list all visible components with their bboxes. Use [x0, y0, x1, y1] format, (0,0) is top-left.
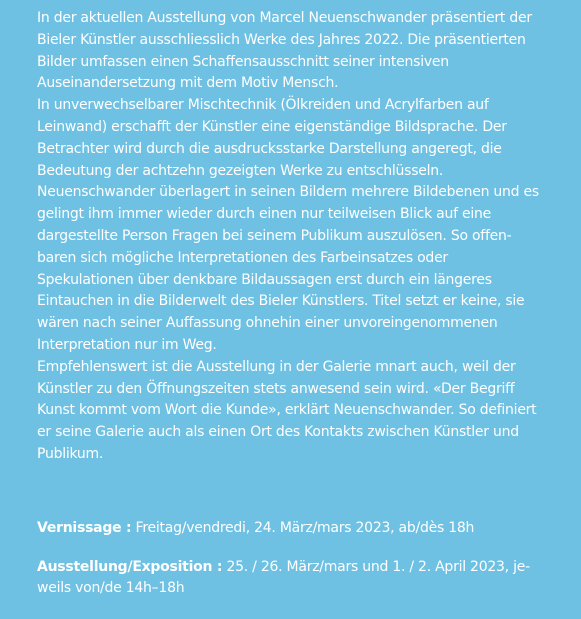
article-body: [37, 8, 544, 466]
vernissage-line: [37, 518, 544, 540]
exhibition-line: [37, 557, 544, 600]
vernissage-date: Freitag/vendredi, 24. März/mars 2023, ab/dès 18h: [131, 520, 475, 536]
paragraph-1: In der aktuellen Ausstellung von Marcel Neuenschwander präsentiert der Bieler Künstler ausschliesslich Werke des Jahres 2022. Die präsentierten Bilder umfassen einen Schaffensausschnitt seiner intensiven Auseinandersetzung mit dem Motiv Mensch.: [37, 10, 532, 92]
paragraph-2: In unverwechselbarer Mischtechnik (Ölkreiden und Acrylfarben auf Leinwand) erschafft der Künstler eine eigenständige Bildsprache. Der Betrachter wird durch die ausdrucksstarke Darstellung angeregt, die Bedeutung der achtzehn gezeigten Werke zu entschlüsseln.: [37, 97, 507, 179]
vernissage-label: Vernissage :: [37, 520, 132, 536]
exhibition-dates: 25. / 26. März/mars und 1. / 2. April 2023, jeweils von/de 14h–18h: [37, 558, 531, 596]
paragraph-3: Neuenschwander überlagert in seinen Bildern mehrere Bildebenen und es gelingt ihm immer wieder durch einen nur teilweisen Blick auf eine dargestellte Person Fragen bei seinem Publikum auszulösen. So offenbaren sich mögliche Interpretationen des Farbeinsatzes oder Spekulationen über denkbare Bildaussagen erst durch ein längeres Eintauchen in die Bilderwelt des Bieler Künstlers. Titel setzt er keine, sie wären nach seiner Auffassung ohnehin einer unvoreingenommenen Interpretation nur im Weg.: [37, 184, 539, 353]
event-details: [37, 518, 544, 600]
exhibition-label: Ausstellung/Exposition :: [37, 558, 223, 575]
paragraph-4: Empfehlenswert ist die Ausstellung in der Galerie mnart auch, weil der Künstler zu den Öffnungszeiten stets anwesend sein wird. «Der Begriff Kunst kommt vom Wort die Kunde», erklärt Neuenschwander. So definiert er seine Galerie auch als einen Ort des Kontakts zwischen Künstler und Publikum.: [37, 358, 537, 462]
